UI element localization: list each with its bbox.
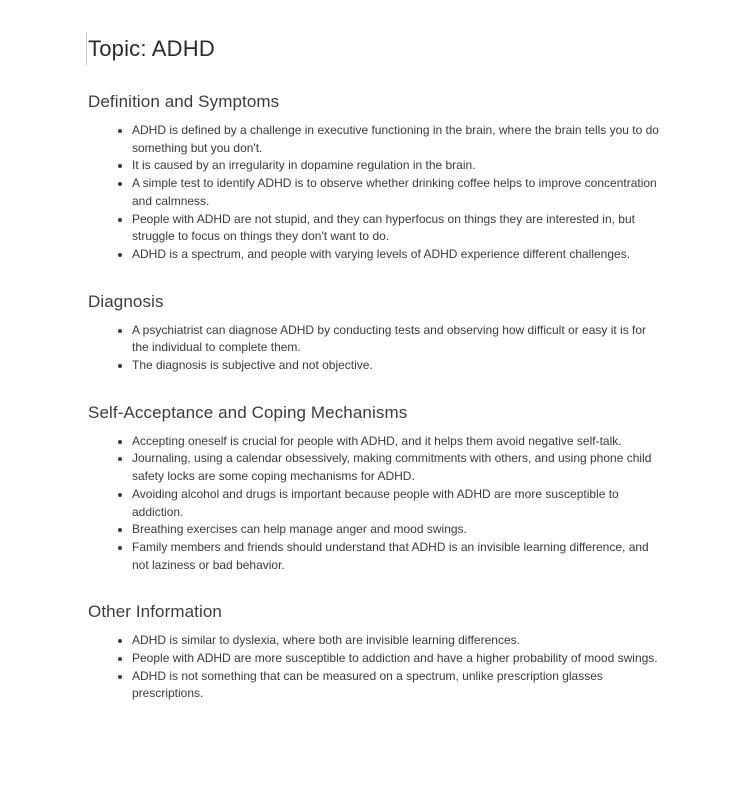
bullet-item[interactable]: • It is caused by an irregularity in dopamine regulation in the brain. — [132, 157, 660, 175]
bullet-item[interactable]: • The diagnosis is subjective and not objective. — [132, 357, 660, 375]
section-heading-definition-and-symptoms[interactable]: Definition and Symptoms — [88, 92, 280, 111]
bullet-item[interactable]: • Avoiding alcohol and drugs is important because people with ADHD are more susceptible to addiction. — [132, 486, 660, 521]
bullet-item[interactable]: • ADHD is not something that can be measured on a spectrum, unlike prescription glasses prescriptions. — [132, 668, 660, 703]
bullet-list-definition-and-symptoms — [88, 122, 660, 264]
bullet-item[interactable]: • ADHD is defined by a challenge in executive functioning in the brain, where the brain tells you to do something but you don't. — [132, 122, 660, 157]
bullet-item[interactable]: • ADHD is similar to dyslexia, where both are invisible learning differences. — [132, 632, 660, 650]
bullet-item[interactable]: • People with ADHD are more susceptible to addiction and have a higher probability of mood swings. — [132, 650, 660, 668]
bullet-list-diagnosis — [88, 322, 660, 375]
bullet-item[interactable]: • A simple test to identify ADHD is to observe whether drinking coffee helps to improve concentration and calmness. — [132, 175, 660, 210]
section-heading-self-acceptance-and-coping-mechanisms[interactable]: Self-Acceptance and Coping Mechanisms — [88, 402, 408, 422]
section-heading-other-information[interactable]: Other Information — [88, 602, 222, 622]
bullet-item[interactable]: • Journaling, using a calendar obsessively, making commitments with others, and using phone child safety locks are some coping mechanisms for ADHD. — [132, 450, 660, 485]
bullet-item[interactable]: • A psychiatrist can diagnose ADHD by conducting tests and observing how difficult or easy it is for the individual to complete them. — [132, 322, 660, 357]
bullet-list-self-acceptance — [88, 433, 660, 575]
document-title-text: Topic: ADHD — [88, 36, 215, 61]
document-title[interactable] — [88, 35, 660, 62]
text-cursor — [86, 32, 87, 65]
bullet-item[interactable]: • Breathing exercises can help manage anger and mood swings. — [132, 521, 660, 539]
bullet-list-other-information — [88, 632, 660, 703]
bullet-item[interactable]: • ADHD is a spectrum, and people with varying levels of ADHD experience different challenges. — [132, 246, 660, 264]
bullet-item[interactable]: • Family members and friends should understand that ADHD is an invisible learning difference, and not laziness or bad behavior. — [132, 539, 660, 574]
section-heading-diagnosis[interactable]: Diagnosis — [88, 291, 164, 311]
bullet-item[interactable]: • People with ADHD are not stupid, and they can hyperfocus on things they are interested in, but struggle to focus on things they don't want to do. — [132, 211, 660, 246]
bullet-item[interactable]: • Accepting oneself is crucial for people with ADHD, and it helps them avoid negative self-talk. — [132, 433, 660, 451]
